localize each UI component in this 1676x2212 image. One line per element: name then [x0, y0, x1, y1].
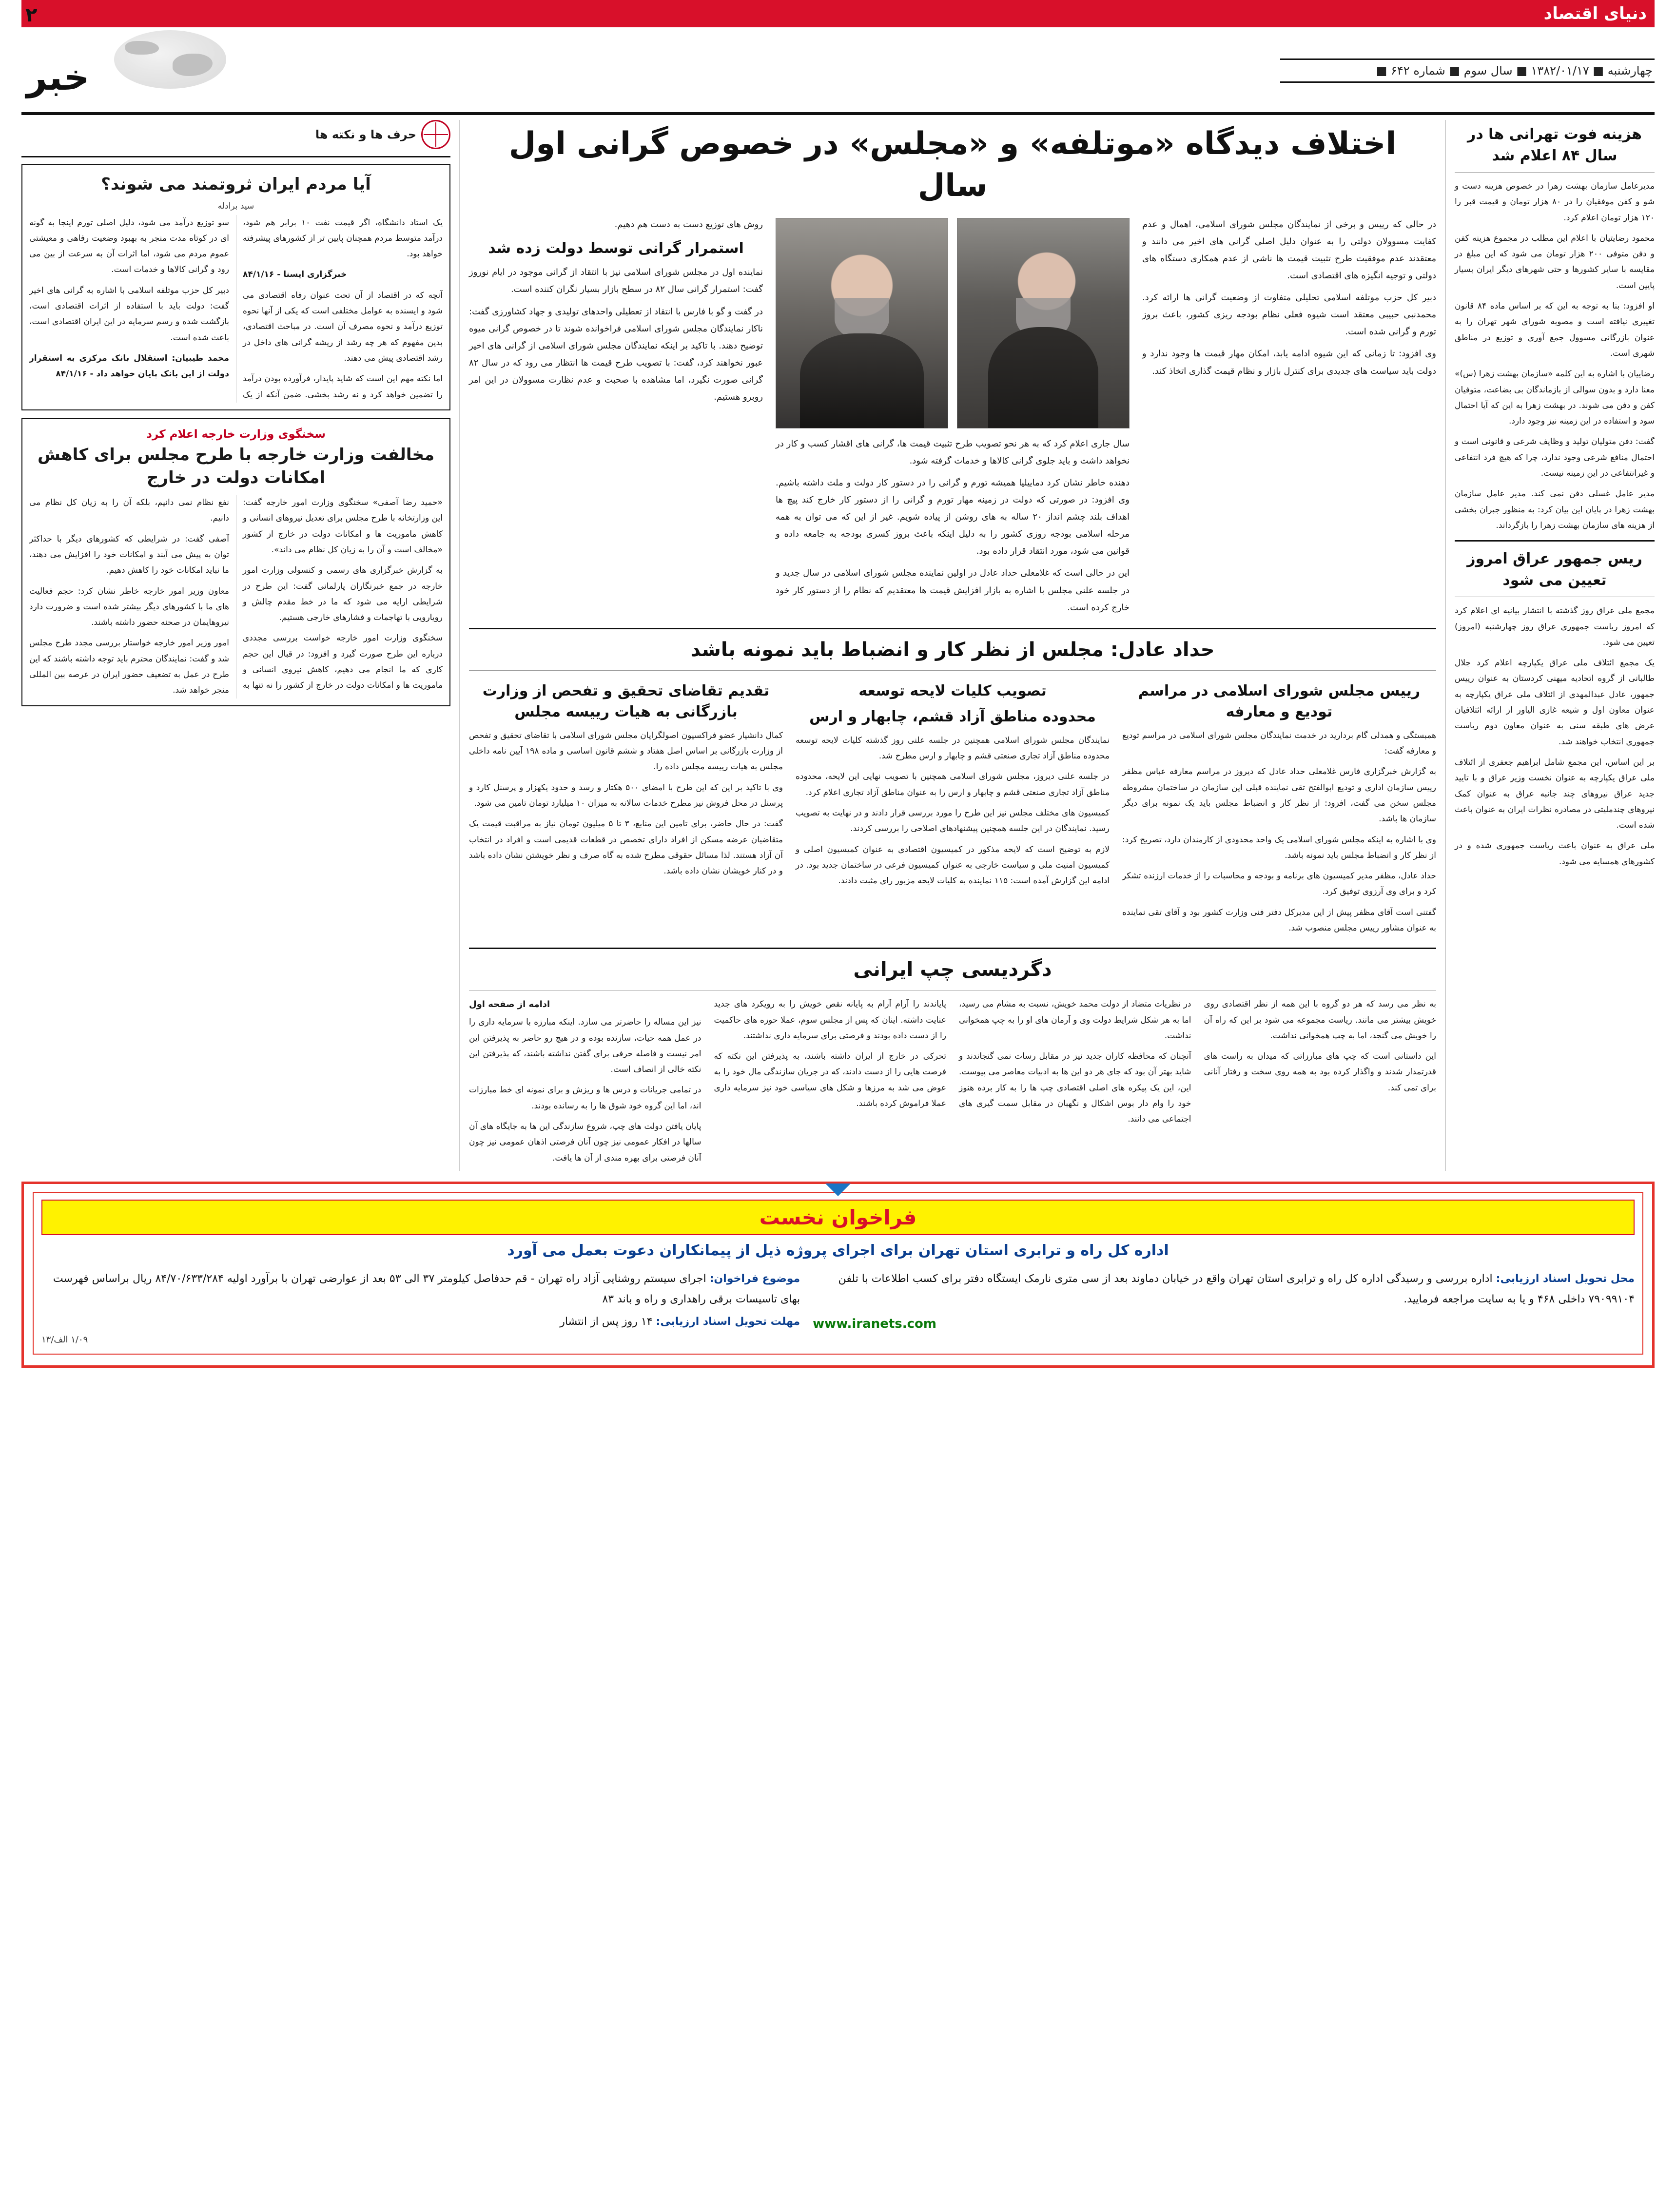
opinion-article-wealth-title: آیا مردم ایران ثروتمند می شوند؟ — [101, 175, 371, 194]
side-story-funeral-p0: مدیرعامل سازمان بهشت زهرا در خصوص هزینه دست و شو و کفن موفقیان را در ۸۰ هزار تومان و قیمت قبر را ۱۲۰ هزار تومان اعلام کرد. — [1455, 181, 1655, 223]
masthead-right — [1280, 27, 1655, 83]
ad-row-1-value: اجرای سیستم روشنایی آزاد راه تهران - قم حدفاصل کیلومتر ۳۷ الی ۵۳ بعد از عوارضی تهران با برآورد اولیه ۸۴/۷۰/۶۳۳/۲۸۴ ریال براساس فهرست بهای تاسیسات برقی راهداری و راه و باند ۸۳ — [53, 1272, 800, 1305]
wealth-p3: اما نکته مهم این است که شاید پایدار، فرآورده بودن درآمد را تضمین خواهد کرد و نه رشد بخشی. ضمن آنکه از یک سو توزیع درآمد می شود، دلیل اصلی تورم اینجا به گونه ای در کوتاه مدت منجر به بهبود وضعیت رفاهی و معیشتی عموم مردم می شود، اما اثرات آن به سرعت از بین می رود و گرانی کالاها و خدمات است. — [29, 217, 443, 400]
second-headline: حداد عادل: مجلس از نظر کار و انضباط باید نمونه باشد — [690, 638, 1215, 661]
third-headline: دگردیسی چپ ایرانی — [853, 958, 1052, 981]
continued-note: ادامه از صفحه اول — [469, 999, 550, 1010]
ad-row-3-label: محل تحویل اسناد ارزیابی: — [1496, 1272, 1635, 1285]
page-number — [25, 4, 37, 26]
second-col3-p0: به گزارش خبرگزاری فارس غلامعلی حداد عادل که دیروز در مراسم معارفه عباس مظفر رییس سازمان اداری و تودیع ابوالفتح تقی نماینده قبلی این سازمان در ساختمان مشروطه مجلس سخن می گفت، افزود: از نظر کار و انضباط مجلس باید یک نمونه برای دیگر سازمان ها باشد. — [1122, 767, 1436, 824]
second-col1-title: تقدیم تقاضای تحقیق و تفحص از وزارت بازرگانی به هیات رییسه مجلس — [482, 682, 770, 721]
ad-subtitle: اداره کل راه و ترابری استان تهران برای اجرای پروژه ذیل از پیمانکاران دعوت بعمل می آورد — [507, 1242, 1169, 1259]
fm-p0: «حمید رضا آصفی» سخنگوی وزارت امور خارجه گفت: این وزارتخانه با طرح مجلس برای تعدیل نیروهای انسانی و کاهش ماموریت ها و امکانات دولت در خارج از کشور «مخالف است و آن را به زیان کل نظام می داند». — [243, 498, 443, 555]
second-col1-p2: گفت: در حال حاضر، برای تامین این منابع، ۳ تا ۵ میلیون تومان نیاز به مراقبت قیمت یک متقاضیان عرضه مسکن از افراد دارای تخصص در قطعات قدیمی است و افراد در انتخاب آن آزاد هستند. لذا مسائل حقوقی مطرح شده به گاه صرف و نظر خویشتن نشان داده باشد و در کنار خویشان نشان داده باشد. — [469, 819, 783, 876]
lead-col-mid — [776, 216, 1130, 621]
second-col2-p2: کمیسیون های مختلف مجلس نیز این طرح را مورد بررسی قرار دادند و در نهایت به تصویب رسید. نمایندگان در این جلسه همچنین پیشنهادهای اصلاحی را بررسی کردند. — [796, 808, 1110, 834]
photo-detail — [835, 298, 890, 340]
page-content — [21, 120, 1655, 1171]
second-col-mid — [796, 677, 1110, 894]
lead-right-p0: نماینده اول در مجلس شورای اسلامی نیز با انتقاد از گرانی موجود در ایام نوروز گفت: استمرار گرانی سال ۸۲ در سطح بازار بسیار نگران کننده است. — [469, 267, 763, 295]
photo-official-one — [957, 218, 1130, 428]
page-number-value: ۲ — [25, 4, 38, 26]
divider — [469, 948, 1436, 949]
third-c4-p1: این داستانی است که چپ های مبارزاتی که میدان به راست های قدرتمدار شدند و واگذار کرده بود به همه روی سخت و رفتار آنانی برای تمی کند. — [1204, 1051, 1436, 1093]
main-column — [460, 120, 1445, 1171]
side-story-funeral-p1: محمود رضایتیان با اعلام این مطلب در مجموع هزینه کفن و دفن متوفی ۲۰۰ هزار تومان می شود که این مبلغ در مقایسه با سایر کشورها و حتی شهرهای دیگر ایران بسیار پایین است. — [1455, 233, 1655, 291]
second-col-right — [469, 677, 783, 884]
second-col2-p0: نمایندگان مجلس شورای اسلامی همچنین در جلسه علنی روز گذشته کلیات لایحه توسعه محدوده مناطق آزاد تجاری صنعتی قشم و چابهار و ارس مطرح شد. — [796, 735, 1110, 761]
ad-row-1-label: موضوع فراخوان: — [709, 1272, 800, 1285]
lead-right-heading: روش های توزیع دست به دست هم دهیم. — [614, 219, 763, 230]
lead-left-p0: در حالی که رییس و برخی از نمایندگان مجلس شورای اسلامی، اهمال و عدم کفایت مسوولان دولتی را به عنوان دلیل اصلی گرانی های اخیر می دانند و معتقدند عدم موفقیت طرح تثبیت قیمت ها ناشی از عدم همکاری دستگاه های دولتی و توجیه انگیزه های اقتصادی است. — [1142, 219, 1436, 281]
third-c1-p1: در تمامی جریانات و درس ها و ریزش و برای نمونه ای خط مبارزات اند، اما این گروه خود شوق ها را به رسانده بودند. — [469, 1085, 702, 1111]
third-c2-p0: پایاندند را آرام آرام به پایانه نقص خویش را به رویکرد های جدید عنایت داشته. اینان که پس از مجلس سوم، عملا حوزه های حاکمیت را از دست داده بودند و فرصتی برای سرمایه داری نداشتند. — [714, 999, 946, 1041]
ad-row-3 — [813, 1269, 1635, 1310]
ad-row-1 — [41, 1269, 800, 1310]
second-col-left — [1122, 677, 1436, 941]
third-c3-p0: در نظریات متضاد از دولت محمد خویش، نسبت به مشام می رسید، اما به هر شکل شرایط دولت وی و آرمان های او را به چپ همخوانی نداشت. — [959, 999, 1191, 1041]
side-story-iraq-title: ریس جمهور عراق امروز تعیین می شود — [1467, 550, 1642, 589]
side-story-funeral-p3: رضاییان با اشاره به این کلمه «سازمان بهشت زهرا (س)» معنا دارد و بدون سوالی از بازماندگان بی بضاعت، متوفیان کفن و دفن می شوند. در بهشت زهرا به این که آیا احتمال سود و استفاده در این زمینه نیز وجود دارد. — [1455, 369, 1655, 427]
opinion-article-wealth-byline: سید برادله — [217, 201, 254, 211]
ad-columns — [41, 1267, 1635, 1345]
lead-mid-p2: این در حالی است که غلامعلی حداد عادل در اولین نماینده مجلس شورای اسلامی در سال جدید و در جلسه علنی مجلس با اشاره به بازار افزایش قیمت ها معتقدیم که نظام را از دستور کار خود خارج کرده است. — [776, 568, 1130, 613]
right-rail-column — [21, 120, 460, 1171]
masthead-left — [21, 4, 606, 100]
second-col2-p1: در جلسه علنی دیروز، مجلس شورای اسلامی همچنین با تصویب نهایی این لایحه، محدوده مناطق آزاد تجاری صنعتی قشم و چابهار و ارس را به عنوان مناطق آزاد تجاری اعلام کرد. — [796, 772, 1110, 797]
opinion-article-wealth — [21, 164, 450, 410]
side-story-funeral-p5: مدیر عامل غسلی دفن نمی کند. مدیر عامل سازمان بهشت زهرا در پایان این بیان کرد: به منظور جبران بخشی از هزینه های سازمان بهشت زهرا را بازگرداند. — [1455, 489, 1655, 530]
ad-col-right — [41, 1267, 800, 1345]
third-col-3 — [959, 996, 1191, 1132]
side-story-funeral-title: هزینه فوت تهرانی ها در سال ۸۴ اعلام شد — [1467, 126, 1642, 164]
lead-right-p1: در گفت و گو با فارس با انتقاد از تعطیلی واحدهای تولیدی و جهاد کشاورزی گفت: ناکار نمایندگان مجلس شورای اسلامی فراخوانده شوند تا در خصوص گرانی میوه توضیح دهند. با تاکید بر اینکه نمایندگان مجلس شورای اسلامی از گرانی های اخیر عبور نخواهند کرد، گفت: با تصویب طرح قیمت ها انتظار می رود که در سال ۸۲ گرانی صورت نگیرد، اما مشاهده با صحبت و عدم نظارت مسوولان در این امر روبرو هستیم. — [469, 306, 763, 403]
opinion-article-wealth-body — [29, 215, 443, 403]
divider — [21, 156, 450, 157]
third-c2-p1: تحرکی در خارج از ایران داشته باشند، به پذیرفتن این نکته که فرصت هایی را از دست دادند، که در جریان سازندگی مال خود را به عوض می شد به مرزها و شکل های سیاسی خود نیز سرمایه داری عملا فراموش کرده باشند. — [714, 1051, 946, 1109]
ad-inner — [33, 1192, 1643, 1355]
foreign-ministry-kicker: سخنگوی وزارت خارجه اعلام کرد — [146, 427, 326, 441]
third-c1-p2: پایان یافتن دولت های چپ، شروع سازندگی این ها به جایگاه های آن سالها در افکار عمومی نیز چون آنان فرصتی اذهان عمومی نیز چون آنان فرصتی برای بهره مندی از آن ها یافت. — [469, 1122, 702, 1163]
left-rail-column — [1445, 120, 1655, 1171]
third-col-2 — [714, 996, 947, 1116]
lead-right-subhead: استمرار گرانی توسط دولت زده شد — [488, 239, 744, 257]
side-story-funeral-p4: گفت: دفن متولیان تولید و وظایف شرعی و قانونی است و احتمال منافع شرعی وجود ندارد، چرا که هیچ فرد انتفاعی و غیرانتفاعی در این زمینه نیست. — [1455, 437, 1655, 479]
ad-row-3-value: اداره بررسی و رسیدگی اداره کل راه و ترابری استان تهران واقع در خیابان دماوند بعد از سی متری نارمک ایستگاه دفتر برای کسب اطلاعات با تلفن ۷۹۰۹۹۱۰۴ داخلی ۴۶۸ و یا به سایت مراجعه فرمایید. — [838, 1272, 1635, 1305]
fm-p4: معاون وزیر امور خارجه خاطر نشان کرد: حجم فعالیت های ما با کشورهای دیگر بیشتر شده است و ضرورت دارد نیروهایمان در صحنه حضور داشته باشند. — [29, 586, 229, 628]
ad-row-2-value: ۱۴ روز پس از انتشار — [560, 1315, 653, 1328]
second-col3-sub: همبستگی و همدلی گام بردارید در خدمت نمایندگان مجلس شورای اسلامی در مراسم تودیع و معارفه گفت: — [1122, 730, 1436, 757]
lead-left-p2: وی افزود: تا زمانی که این شیوه ادامه یابد، امکان مهار قیمت ها وجود ندارد و دولت باید سیاست های جدیدی برای کنترل بازار و نظام قیمت گذاری اتخاذ کند. — [1142, 349, 1436, 376]
side-story-iraq-p0: مجمع ملی عراق روز گذشته با انتشار بیانیه ای اعلام کرد که امروز ریاست جمهوری عراق روز چهارشنبه (امروز) تعیین می شود. — [1455, 606, 1655, 647]
second-col1-p0: کمال دانشیار عضو فراکسیون اصولگرایان مجلس شورای اسلامی با تقاضای تحقیق و تفحص از وزارت بازرگانی بر اساس اصل هفتاد و ششم قانون اساسی و ماده ۱۹۸ آیین نامه داخلی مجلس به هیات رییسه مجلس داده را. — [469, 730, 783, 772]
ad-col-left — [813, 1267, 1635, 1345]
ad-reference-code: ۱/۰۹ الف/۱۳ — [41, 1335, 88, 1345]
third-c4-p0: به نظر می رسد که هر دو گروه با این همه از نظر اقتصادی روی خویش بیشتر می مانند. ریاست مجموعه می شود بر این که راه آن را خویش می گنجد، اما به چپ همخوانی نداشت. — [1204, 999, 1436, 1041]
divider — [469, 628, 1436, 629]
ad-website-link[interactable]: www.iranets.com — [813, 1316, 936, 1331]
lead-mid-p1: دهنده خاطر نشان کرد دماییلیا همیشه تورم و گرانی را در دستور کار دولت و ملت داشته باشیم. وی افزود: در صورتی که دولت در زمینه مهار تورم و گرانی را از دستور کار خارج کند پیچ ها اهداف بلند چشم انداز ۲۰ ساله به های روشن از پیاده شویم. غیر از این که می توان به همه مرحله اسلامی بودجه روزی کشور را به دلیل اینکه باعث بروز کسری بودجه به جامعه داده و قوانین می شود، مورد انتقاد قرار داده بود. — [776, 477, 1130, 557]
second-col3-p3: گفتنی است آقای مظفر پیش از این مدیرکل دفتر فنی وزارت کشور بود و آقای تقی نماینده به عنوان مشاور رییس مجلس منصوب شد. — [1122, 907, 1436, 933]
photo-detail — [1016, 298, 1071, 340]
rail-header — [21, 120, 450, 149]
second-col3-p1: وی با اشاره به اینکه مجلس شورای اسلامی یک واحد محدودی از کارمندان دارد، تصریح کرد: از نظر کار و انضباط مجلس باید نمونه باشد. — [1122, 834, 1436, 860]
side-story-iraq-p2: بر این اساس، این مجمع شامل ابراهیم جعفری از ائتلاف ملی عراق یکپارچه به عنوان نخست وزیر عراق و با تایید جدید عراق نیروهای چند جانبه عراق به عنوان کمک نیروهای چندملیتی در مصادره نظرات ایران به عنوان باعث شده است. — [1455, 757, 1655, 831]
masthead-topbar — [21, 0, 1655, 27]
lead-col-right — [469, 216, 763, 410]
fm-p2: سخنگوی وزارت امور خارجه خواست بررسی مجددی درباره این طرح صورت گیرد و افزود: در قبال این حجم کاری که ما انجام می دهیم، کاهش نیروی انسانی و ماموریت ها و امکانات دولت در خارج از کشور را نه تنها به نفع نظام نمی دانیم، بلکه آن را به زیان کل نظام می دانیم. — [29, 498, 443, 691]
lead-headline: اختلاف دیدگاه «موتلفه» و «مجلس» در خصوص گرانی اول سال — [508, 126, 1397, 204]
ad-banner-title: فراخوان نخست — [41, 1200, 1635, 1235]
second-col2-title: تصویب کلیات لایحه توسعه — [858, 682, 1047, 699]
lead-photos — [776, 218, 1130, 428]
side-story-iraq-p1: یک مجمع ائتلاف ملی عراق یکپارچه اعلام کرد جلال طالبانی از گروه اتحادیه میهنی کردستان به عنوان رییس جمهور، عادل عبدالمهدی از ائتلاف ملی عراق یکپارچه به عنوان معاون اول و شیعه غازی الیاور از ارائه ائتلافیان عرض های طبقه سنی به عنوان معاون دوم ریاست جمهوری انتخاب خواهند شد. — [1455, 658, 1655, 747]
fm-p3: آصفی گفت: در شرایطی که کشورهای دیگر با حداکثر توان به پیش می آیند و امکانات خود را افزایش می دهند، ما نباید امکانات خود را کاهش دهیم. — [29, 534, 229, 576]
wealth-p5: محمد طیبیان: استقلال بانک مرکزی به استقرار دولت از این بانک پایان خواهد داد - ۸۴/۱/۱۶ — [29, 353, 229, 379]
side-story-funeral-p2: او افزود: بنا به توجه به این که بر اساس ماده ۸۴ قانون تغییری نیافته است و مصوبه شورای شهر تهران را به عنوان بازرگانی مسوول جمع آوری و توزیع در مناطق شهری است. — [1455, 301, 1655, 358]
second-col1-p1: وی با تاکید بر این که این طرح با امضای ۵۰۰ هکتار و رسد و حدود یکهزار و پرسنل کارد و پرسنل در محل فروش نیز مطرح خدمات سالانه به میزان ۱۰ میلیارد تومان تامین می شود. — [469, 782, 783, 808]
second-col3-p2: حداد عادل، مظفر مدیر کمیسیون های برنامه و بودجه و محاسبات را از خدمات ارزنده تشکر کرد و برای وی آرزوی توفیق کرد. — [1122, 871, 1436, 897]
opinion-article-foreign-ministry — [21, 418, 450, 706]
second-col2-sub: محدوده مناطق آزاد قشم، چابهار و ارس — [809, 708, 1096, 726]
wealth-p2: آنچه که در اقتصاد از آن تحت عنوان رفاه اقتصادی می شود و ایسنده به عوامل مختلفی است که یکی از آنها نحوه توزیع درآمد و نحوه مصرف آن است. در مباحث اقتصادی، بدین مفهوم که هر چه رشد از ریشه گرانی های داخل در رشد اقتصادی پیش می دهند. — [243, 290, 443, 363]
rail-header-label: حرف ها و نکته ها — [315, 128, 416, 141]
globe-icon — [421, 120, 450, 149]
section-title: خبر — [26, 57, 90, 98]
foreign-ministry-body — [29, 495, 443, 699]
newspaper-logo: دنیای اقتصاد — [1543, 4, 1647, 23]
globe-graphic — [114, 30, 226, 89]
wealth-p4: دبیر کل حزب موتلفه اسلامی با اشاره به گرانی های اخیر گفت: دولت باید با استفاده از اثرات اقتصادی است، بازگشت شده و رسم سرمایه در این ایران اقتصادی است، باعث شده است. — [29, 285, 229, 343]
side-story-iraq — [1455, 548, 1655, 870]
wealth-agency-0: خبرگزاری ایسنا - ۸۴/۱/۱۶ — [243, 270, 347, 280]
divider — [1455, 540, 1655, 542]
foreign-ministry-title: مخالفت وزارت خارجه با طرح مجلس برای کاهش امکانات دولت در خارج — [37, 445, 435, 488]
third-col-1 — [469, 996, 702, 1171]
photo-official-two — [776, 218, 948, 428]
second-col3-title: رییس مجلس شورای اسلامی در مراسم تودیع و معارفه — [1138, 682, 1421, 721]
ad-row-2 — [41, 1312, 800, 1332]
second-col2-p3: لازم به توضیح است که لایحه مذکور در کمیسیون اقتصادی به عنوان کمیسیون اصلی و کمیسیون امنیت ملی و سیاست خارجی به عنوان کمیسیون فرعی در ساختمان جدید بود. در ادامه این گزارش آمده است: ۱۱۵ نماینده به کلیات لایحه مزبور رای مثبت دادند. — [796, 844, 1110, 886]
side-story-funeral — [1455, 124, 1655, 533]
advertisement — [21, 1182, 1655, 1368]
third-col-4 — [1204, 996, 1437, 1101]
ad-arrow-marker — [825, 1184, 851, 1196]
lead-mid-p0: سال جاری اعلام کرد که به هر نحو تصویب طرح تثبیت قیمت ها، گرانی های اقشار کسب و کار در نخواهد داشت و باید جلوی گرانی کالاها و خدمات گرفته شود. — [776, 438, 1130, 466]
side-story-iraq-p3: ملی عراق به عنوان باعث ریاست جمهوری شده و در کشورهای همسایه می شود. — [1455, 841, 1655, 867]
divider — [469, 670, 1436, 671]
third-c3-p1: آنچنان که محافظه کاران جدید نیز در مقابل رسات نمی گنجاندند و شاید بهتر آن بود که جای هر دو این ها به ادبیات معاصر می پیوست. این، این یک پیکره های اصلی اقتصادی چپ ها را به کار برده هنوز خود را وام دار بوس اشکال و نگهبان در مقابل سمت گیری های اجتماعی می دانند. — [959, 1051, 1191, 1125]
lead-col-left — [1142, 216, 1436, 385]
masthead — [21, 0, 1655, 115]
divider — [1455, 172, 1655, 173]
fm-p1: به گزارش خبرگزاری های رسمی و کنسولی وزارت امور خارجه در جمع خبرنگاران پارلمانی گفت: این طرح در شرایطی ارایه می شود که ما در خط مقدم چالش و رویارویی با تهاجمات و فشارهای خارجی هستیم. — [243, 565, 443, 623]
issue-line: چهارشنبه ■ ۱۳۸۲/۰۱/۱۷ ■ سال سوم ■ شماره ۶۴۲ ■ — [1280, 58, 1655, 83]
third-c1-p0: نیز این مساله را حاضرتر می سازد. اینکه مبارزه با سرمایه داری را در عمل همه حیات، سازنده بوده و در هیچ رو حاضر به پذیرفتن این امر نیست و فاصله حرفی برای گفتن نداشته باشند، که پذیرفتن این نکته خالی از انصاف است. — [469, 1017, 702, 1075]
fm-p5: امور وزیر امور خارجه خواستار بررسی مجدد طرح مجلس شد و گفت: نمایندگان محترم باید توجه داشته باشند که این طرح در عمل به تضعیف حضور ایران در عرصه بین المللی منجر خواهد شد. — [29, 638, 229, 696]
wealth-p0: یک استاد دانشگاه، اگر قیمت نفت ۱۰ برابر هم شود، درآمد متوسط مردم همچنان پایین تر از کشورهای پیشرفته خواهد بود. — [243, 217, 443, 259]
lead-left-p1: دبیر کل حزب موتلفه اسلامی تحلیلی متفاوت از وضعیت گرانی ها ارائه کرد. محمدنبی حبیبی معتقد است شیوه فعلی نظام بودجه ریزی کشور، باعث بروز تورم و گرانی شده است. — [1142, 292, 1436, 337]
ad-row-2-label: مهلت تحویل اسناد ارزیابی: — [656, 1315, 800, 1328]
